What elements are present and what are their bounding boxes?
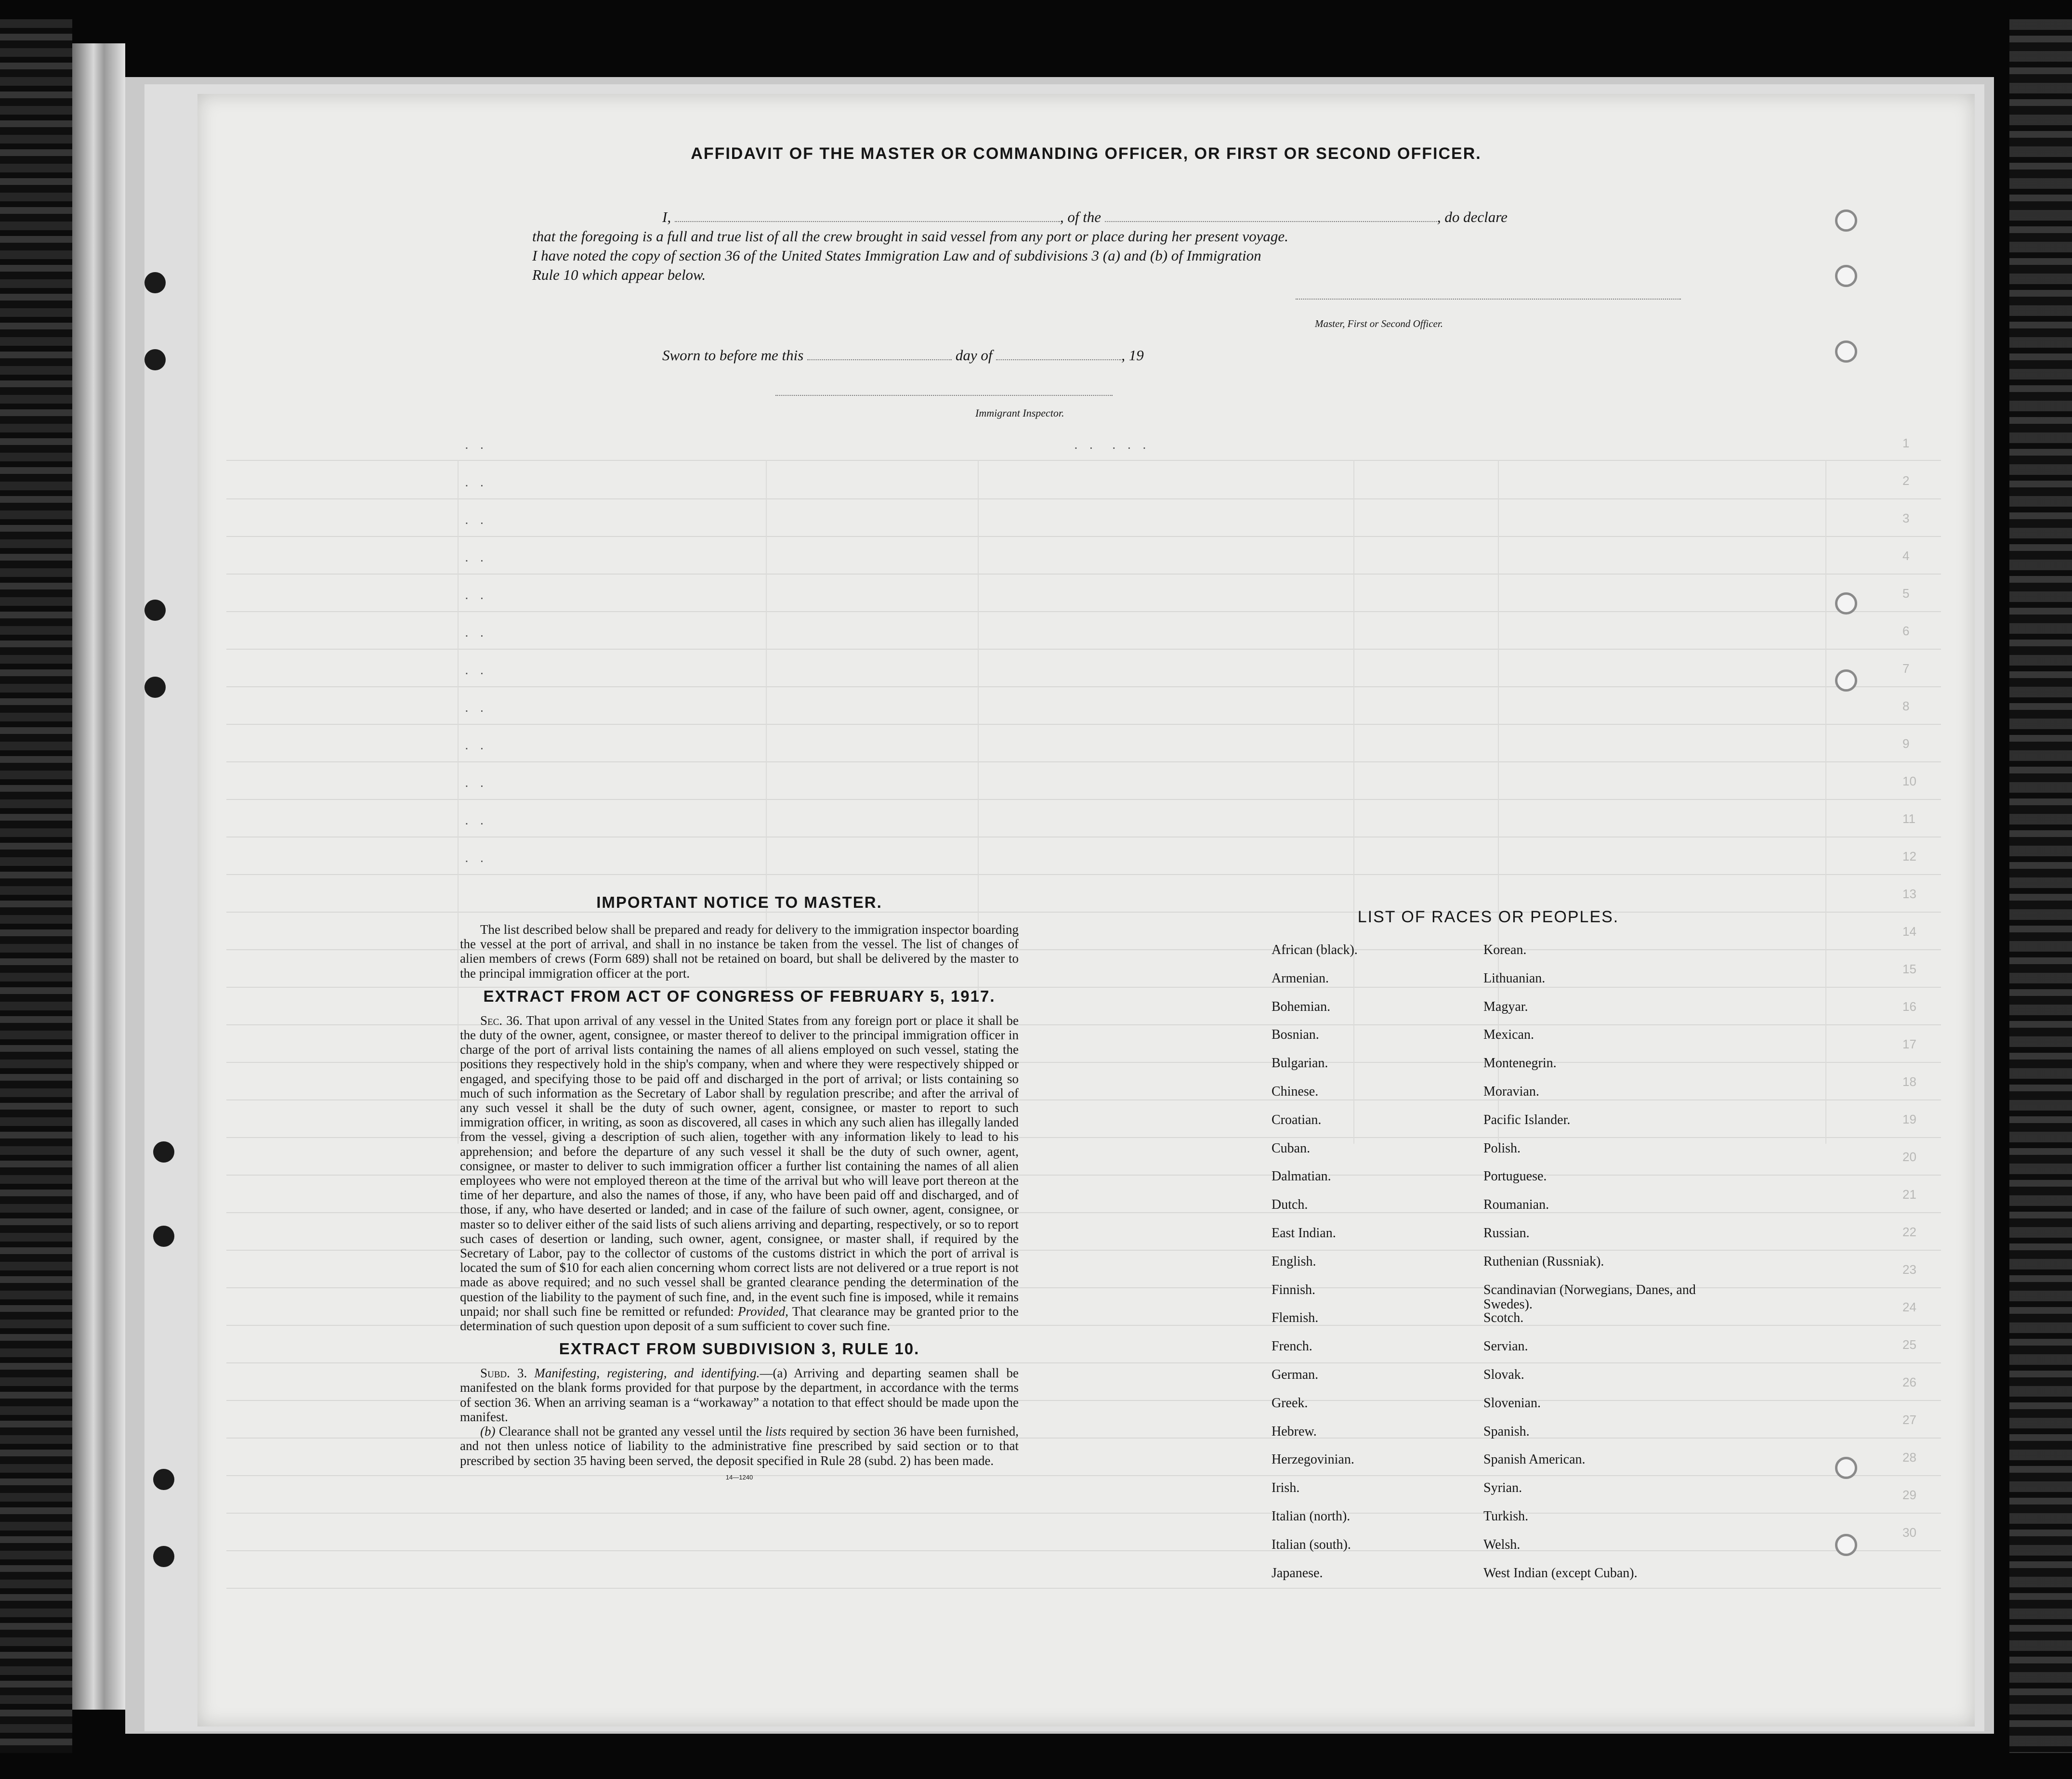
row-number: 18 — [1902, 1074, 1916, 1089]
races-left-column — [1272, 943, 1483, 1594]
name-blank[interactable] — [675, 221, 1060, 222]
subd-a-body: —(a) Arriving and departing seamen shall be manifested on the blank forms provided for that purpose by the department, in accordance with the terms of section 36. When an arriving seaman is a “workaway” a notation to that effect should be made upon the manifest. — [460, 1366, 1019, 1424]
punch-hole — [1835, 1457, 1857, 1479]
ghost-line — [226, 686, 1941, 687]
race-item: Pacific Islander. — [1483, 1112, 1571, 1127]
subd-label: Subd. 3. — [480, 1366, 527, 1381]
race-item: Bulgarian. — [1272, 1056, 1328, 1071]
row-number: 23 — [1902, 1262, 1916, 1277]
race-item: Scotch. — [1483, 1310, 1524, 1326]
master-signature-label: Master, First or Second Officer. — [1315, 318, 1443, 329]
race-item: Irish. — [1272, 1480, 1300, 1496]
row-number: 25 — [1902, 1337, 1916, 1352]
extract-act-heading: EXTRACT FROM ACT OF CONGRESS OF FEBRUARY 5, 1917. — [483, 987, 996, 1005]
affidavit-i: I, — [662, 209, 671, 225]
row-number: 12 — [1902, 849, 1916, 863]
race-item: Russian. — [1483, 1225, 1530, 1241]
sworn-year: , 19 — [1121, 347, 1144, 364]
tick-mark: . . — [465, 662, 488, 677]
row-number: 15 — [1902, 962, 1916, 976]
tick-mark: . . — [465, 512, 488, 527]
row-number: 30 — [1902, 1525, 1916, 1540]
row-number: 19 — [1902, 1112, 1916, 1126]
punch-hole — [1835, 1534, 1857, 1556]
affidavit-line-2: that the foregoing is a full and true list of all the crew brought in said vessel from any port or place during her present voyage. — [532, 228, 1288, 245]
row-number: 3 — [1902, 511, 1910, 525]
race-item: Greek. — [1272, 1395, 1308, 1411]
race-item: Syrian. — [1483, 1480, 1522, 1496]
tick-mark: . . — [465, 775, 488, 790]
race-item: Dutch. — [1272, 1197, 1308, 1213]
binder-hole — [144, 349, 166, 370]
race-item: Spanish American. — [1483, 1452, 1586, 1467]
row-number: 27 — [1902, 1413, 1916, 1427]
section-36-body: That upon arrival of any vessel in the United States from any foreign port or place it shall be the duty of the owner, agent, consignee, or master thereof to deliver to the principal immigration officer in charge of the port of arrival lists containing the names of all aliens employed on such vessel, stating the positions they respectively hold in the ship's company, when and where they were respectively shipped or engaged, and specifying those to be paid off and discharged in the port of arrival; or lists containing so much of such information as the Secretary of Labor shall by regulation prescribe; and after the arrival of any such vessel it shall be the duty of such owner, agent, consignee, or master to report to such immigration officer, in writing, as soon as discovered, all cases in which any such alien has illegally landed from the vessel, giving a description of such alien, together with any information likely to lead to his apprehension; and before the departure of any such vessel it shall be the duty of such owner, agent, consignee, or master to deliver to such immigration officer a further list containing the names of all alien employees who were not employed thereon at the time of the arrival but who will leave port thereon at the time of her departure, and also the names of those, if any, who have been paid off and discharged, and of those, if any, who have deserted or landed; and in case of the failure of such owner, agent, consignee, or master so to deliver either of the said lists of such aliens arriving and departing, respectively, or so to report such cases of desertion or landing, such owner, agent, consignee, or master shall, if required by the Secretary of Labor, pay to the collector of customs of the customs district in which the port of arrival is located the sum of $10 for each alien concerning whom correct lists are not delivered or a true report is not made as above required; and no such vessel shall be granted clearance pending the determination of the question of the liability to the payment of such fine, and, in the event such fine is imposed, while it remains unpaid; nor shall such fine be remitted or refunded: — [460, 1013, 1019, 1319]
ghost-line — [226, 498, 1941, 499]
row-number: 29 — [1902, 1488, 1916, 1502]
subd-b-body-2: required by section 36 have been furnished, and not then unless notice of liability to the administrative fine prescribed by said section or to that prescribed by section 35 having been served, the deposit specified in Rule 28 (subd. 2) has been made. — [460, 1424, 1019, 1468]
row-number: 24 — [1902, 1300, 1916, 1314]
race-item: Croatian. — [1272, 1112, 1322, 1127]
row-number: 21 — [1902, 1187, 1916, 1202]
race-item: Scandinavian (Norwegians, Danes, and Swedes). — [1483, 1282, 1696, 1312]
affidavit-do-declare: , do declare — [1437, 209, 1508, 225]
row-number: 16 — [1902, 999, 1916, 1014]
ghost-column — [1825, 460, 1826, 1144]
row-number: 5 — [1902, 586, 1910, 601]
binder-hole — [153, 1546, 174, 1567]
race-item: Korean. — [1483, 942, 1527, 957]
film-edge-right — [2009, 19, 2072, 1753]
row-number: 26 — [1902, 1375, 1916, 1389]
race-item: Turkish. — [1483, 1508, 1529, 1524]
race-item: Servian. — [1483, 1339, 1528, 1354]
race-item: West Indian (except Cuban). — [1483, 1565, 1638, 1581]
notice-text: The list described below shall be prepared and ready for delivery to the immigration inspector boarding the vessel at the port of arrival, and shall in no instance be taken from the vessel. The list of changes of alien members of crews (Form 689) shall not be retained on board, but shall be delivered by the master to the principal immigration officer at the port. — [460, 922, 1019, 981]
subd-3a-text — [460, 1366, 1019, 1424]
race-item: Slovenian. — [1483, 1395, 1541, 1411]
affidavit-line-4: Rule 10 which appear below. — [532, 266, 706, 283]
race-item: Mexican. — [1483, 1027, 1534, 1043]
subd-b-body-1: Clearance shall not be granted any vessel until the — [498, 1424, 762, 1439]
race-item: Ruthenian (Russniak). — [1483, 1254, 1604, 1269]
vessel-blank[interactable] — [1105, 221, 1437, 222]
ghost-line — [226, 536, 1941, 537]
race-item: Portuguese. — [1483, 1169, 1547, 1184]
race-item: German. — [1272, 1367, 1319, 1382]
race-item: Bohemian. — [1272, 999, 1331, 1014]
section-36-tail: That clearance may be granted prior to the determination of such question upon deposit of a sum sufficient to cover such fine. — [460, 1304, 1019, 1334]
race-item: Slovak. — [1483, 1367, 1524, 1382]
row-number: 8 — [1902, 699, 1910, 713]
sworn-month-blank[interactable] — [996, 359, 1121, 360]
sworn-day-blank[interactable] — [807, 359, 952, 360]
binder-hole — [153, 1226, 174, 1247]
sworn-line — [662, 347, 1144, 364]
ghost-line — [226, 649, 1941, 650]
tick-mark: . . — [465, 812, 488, 827]
binder-hole — [144, 600, 166, 621]
ghost-line — [226, 460, 1941, 461]
race-item: Hebrew. — [1272, 1424, 1317, 1439]
master-signature-blank[interactable] — [1296, 299, 1681, 300]
row-number: 4 — [1902, 549, 1910, 563]
race-item: Spanish. — [1483, 1424, 1530, 1439]
binder-hole — [153, 1469, 174, 1490]
race-item: Cuban. — [1272, 1140, 1311, 1156]
affidavit-line-1 — [662, 209, 1508, 226]
row-number: 1 — [1902, 436, 1910, 450]
race-item: Moravian. — [1483, 1084, 1539, 1099]
race-item: East Indian. — [1272, 1225, 1336, 1241]
tick-mark: . . — [465, 549, 488, 564]
ghost-line — [226, 611, 1941, 612]
notice-section — [460, 893, 1019, 1481]
form-number: 14—1240 — [725, 1473, 753, 1481]
tick-mark: . . — [465, 850, 488, 865]
row-number: 17 — [1902, 1037, 1916, 1051]
race-item: Japanese. — [1272, 1565, 1323, 1581]
binder-hole — [153, 1141, 174, 1163]
ghost-line — [226, 574, 1941, 575]
races-heading: LIST OF RACES OR PEOPLES. — [1357, 908, 1619, 926]
sworn-day-of: day of — [955, 347, 993, 364]
binder-hole — [144, 677, 166, 698]
tick-mark: . . . . . — [1074, 437, 1150, 452]
race-item: French. — [1272, 1339, 1312, 1354]
tick-mark: . . — [465, 437, 488, 452]
row-number: 2 — [1902, 473, 1910, 488]
punch-hole — [1835, 669, 1857, 692]
race-item: Polish. — [1483, 1140, 1521, 1156]
inspector-label: Immigrant Inspector. — [975, 407, 1064, 419]
notice-heading: IMPORTANT NOTICE TO MASTER. — [596, 893, 882, 911]
binding-strip — [72, 43, 125, 1710]
race-item: Chinese. — [1272, 1084, 1319, 1099]
row-number: 7 — [1902, 661, 1910, 676]
row-number: 6 — [1902, 624, 1910, 638]
film-edge-left — [0, 19, 72, 1753]
race-item: Finnish. — [1272, 1282, 1316, 1297]
punch-hole — [1835, 265, 1857, 287]
inspector-signature-blank[interactable] — [775, 395, 1113, 396]
races-section — [1272, 908, 1705, 1594]
row-number: 9 — [1902, 736, 1910, 751]
punch-hole — [1835, 340, 1857, 363]
race-item: Montenegrin. — [1483, 1056, 1557, 1071]
manifest-page — [197, 94, 1975, 1727]
subd-b-label: (b) — [480, 1424, 496, 1439]
provided-word: Provided, — [738, 1304, 788, 1319]
race-item: Lithuanian. — [1483, 970, 1546, 986]
tick-mark: . . — [465, 700, 488, 715]
race-item: African (black). — [1272, 942, 1358, 957]
subd-3b-text — [460, 1424, 1019, 1468]
race-item: Magyar. — [1483, 999, 1528, 1014]
tick-mark: . . — [465, 737, 488, 752]
sworn-prefix: Sworn to before me this — [662, 347, 804, 364]
tick-mark: . . — [465, 474, 488, 489]
extract-rule-heading: EXTRACT FROM SUBDIVISION 3, RULE 10. — [559, 1340, 920, 1358]
row-number: 13 — [1902, 887, 1916, 901]
tick-mark: . . — [465, 625, 488, 640]
race-item: Flemish. — [1272, 1310, 1319, 1326]
race-item: Herzegovinian. — [1272, 1452, 1354, 1467]
ghost-line — [226, 874, 1941, 875]
punch-hole — [1835, 209, 1857, 232]
race-item: Welsh. — [1483, 1537, 1521, 1552]
race-item: Dalmatian. — [1272, 1169, 1331, 1184]
row-number: 20 — [1902, 1150, 1916, 1164]
race-item: Italian (south). — [1272, 1537, 1351, 1552]
row-number: 14 — [1902, 924, 1916, 939]
row-number: 10 — [1902, 774, 1916, 788]
ghost-line — [226, 724, 1941, 725]
punch-hole — [1835, 592, 1857, 615]
section-label: Sec. 36. — [480, 1013, 523, 1028]
subd-title: Manifesting, registering, and identifying. — [534, 1366, 760, 1381]
ghost-column — [458, 460, 459, 1144]
row-number: 28 — [1902, 1450, 1916, 1465]
races-right-column — [1483, 943, 1705, 1594]
race-item: English. — [1272, 1254, 1316, 1269]
race-item: Bosnian. — [1272, 1027, 1319, 1043]
section-36-text — [460, 1013, 1019, 1333]
ghost-line — [226, 761, 1941, 762]
row-number: 11 — [1902, 811, 1915, 826]
lists-word: lists — [765, 1424, 787, 1439]
binder-hole — [144, 272, 166, 293]
affidavit-of-the: , of the — [1060, 209, 1102, 225]
race-item: Roumanian. — [1483, 1197, 1549, 1213]
ghost-line — [226, 799, 1941, 800]
row-number: 22 — [1902, 1225, 1916, 1239]
affidavit-title: AFFIDAVIT OF THE MASTER OR COMMANDING OFFICER, OR FIRST OR SECOND OFFICER. — [691, 144, 1482, 163]
affidavit-line-3: I have noted the copy of section 36 of the United States Immigration Law and of subdivisions 3 (a) and (b) of Immigration — [532, 247, 1261, 264]
race-item: Italian (north). — [1272, 1508, 1351, 1524]
tick-mark: . . — [465, 587, 488, 602]
race-item: Armenian. — [1272, 970, 1329, 986]
